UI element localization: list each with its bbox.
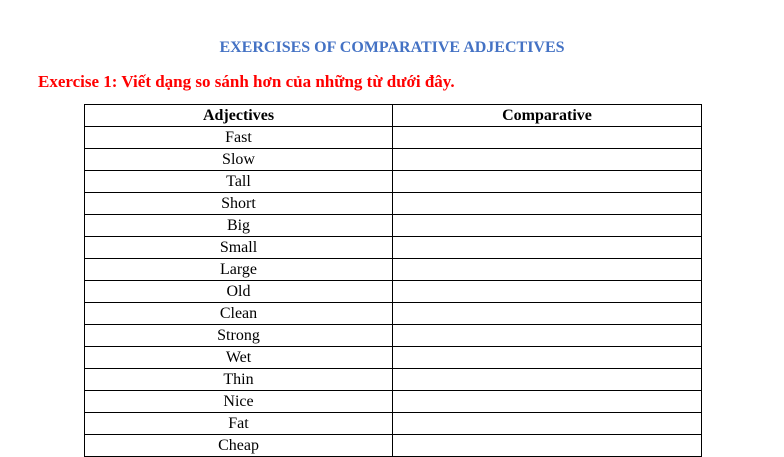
adjective-cell: Fat <box>85 413 393 435</box>
table-row <box>85 215 702 237</box>
table-row <box>85 303 702 325</box>
header-adjectives: Adjectives <box>85 105 393 127</box>
comparative-cell[interactable] <box>393 281 702 303</box>
adjective-cell: Strong <box>85 325 393 347</box>
page-title: EXERCISES OF COMPARATIVE ADJECTIVES <box>219 39 565 56</box>
table-row <box>85 347 702 369</box>
comparative-cell[interactable] <box>393 171 702 193</box>
comparative-cell[interactable] <box>393 435 702 457</box>
table-row <box>85 171 702 193</box>
adjective-cell: Clean <box>85 303 393 325</box>
table-row <box>85 325 702 347</box>
table-row <box>85 369 702 391</box>
exercise-heading: Exercise 1: Viết dạng so sánh hơn của những từ dưới đây. <box>38 72 455 91</box>
table-row <box>85 149 702 171</box>
table-row <box>85 435 702 457</box>
comparative-cell[interactable] <box>393 325 702 347</box>
adjective-cell: Nice <box>85 391 393 413</box>
comparative-cell[interactable] <box>393 215 702 237</box>
adjectives-table <box>84 104 702 457</box>
table-header-row <box>85 105 702 127</box>
adjective-cell: Cheap <box>85 435 393 457</box>
header-comparative: Comparative <box>393 105 702 127</box>
comparative-cell[interactable] <box>393 193 702 215</box>
comparative-cell[interactable] <box>393 369 702 391</box>
comparative-cell[interactable] <box>393 391 702 413</box>
adjective-cell: Wet <box>85 347 393 369</box>
table-row <box>85 281 702 303</box>
adjective-cell: Tall <box>85 171 393 193</box>
adjective-cell: Thin <box>85 369 393 391</box>
adjective-cell: Slow <box>85 149 393 171</box>
comparative-cell[interactable] <box>393 259 702 281</box>
comparative-cell[interactable] <box>393 127 702 149</box>
adjective-cell: Short <box>85 193 393 215</box>
adjective-cell: Small <box>85 237 393 259</box>
table-row <box>85 193 702 215</box>
comparative-cell[interactable] <box>393 347 702 369</box>
comparative-cell[interactable] <box>393 413 702 435</box>
comparative-cell[interactable] <box>393 303 702 325</box>
adjective-cell: Old <box>85 281 393 303</box>
table-row <box>85 237 702 259</box>
adjective-cell: Big <box>85 215 393 237</box>
table-row <box>85 413 702 435</box>
adjective-cell: Large <box>85 259 393 281</box>
comparative-cell[interactable] <box>393 149 702 171</box>
table-row <box>85 127 702 149</box>
table-row <box>85 391 702 413</box>
comparative-cell[interactable] <box>393 237 702 259</box>
table-row <box>85 259 702 281</box>
adjective-cell: Fast <box>85 127 393 149</box>
